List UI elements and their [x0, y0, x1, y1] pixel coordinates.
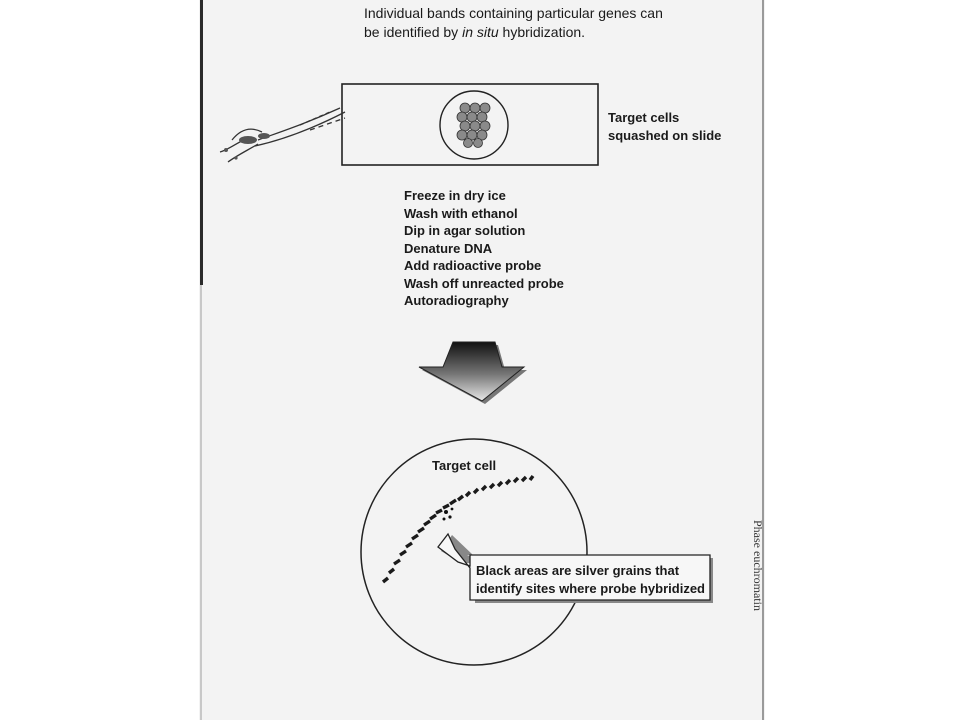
procedure-step: Autoradiography [404, 293, 509, 308]
heading-line-2 [364, 23, 744, 42]
slide-label-line-1: Target cells [608, 110, 680, 125]
procedure-steps [404, 187, 624, 310]
heading-line-2-prefix: be identified by [364, 24, 463, 40]
procedure-step: Wash with ethanol [404, 205, 518, 221]
callout-line-1: Black areas are silver grains that [476, 563, 680, 578]
heading-line-1: Individual bands containing particular genes can [364, 5, 663, 21]
callout-line-2: identify sites where probe hybridized [476, 581, 705, 596]
procedure-step: Dip in agar solution [404, 223, 526, 238]
margin-text: Phase euchromatin [751, 520, 765, 611]
slide-label [608, 109, 748, 145]
down-arrow-icon [419, 342, 527, 404]
heading-line-2-italic: in situ [462, 24, 499, 40]
callout-text [476, 562, 716, 598]
procedure-step: Denature DNA [404, 240, 493, 256]
silver-grain-spots [443, 508, 454, 521]
slide-label-line-2: squashed on slide [608, 128, 722, 143]
procedure-step: Freeze in dry ice [404, 188, 506, 203]
procedure-step: Add radioactive probe [404, 258, 542, 273]
pipette-drip-blot [224, 133, 270, 160]
pipette-drip-icon [220, 108, 345, 162]
chromosome-cluster [457, 103, 490, 148]
heading-line-2-suffix: hybridization. [498, 24, 586, 40]
procedure-step: Wash off unreacted probe [404, 275, 564, 291]
page-heading [364, 4, 744, 42]
target-cell-label: Target cell [432, 458, 497, 473]
